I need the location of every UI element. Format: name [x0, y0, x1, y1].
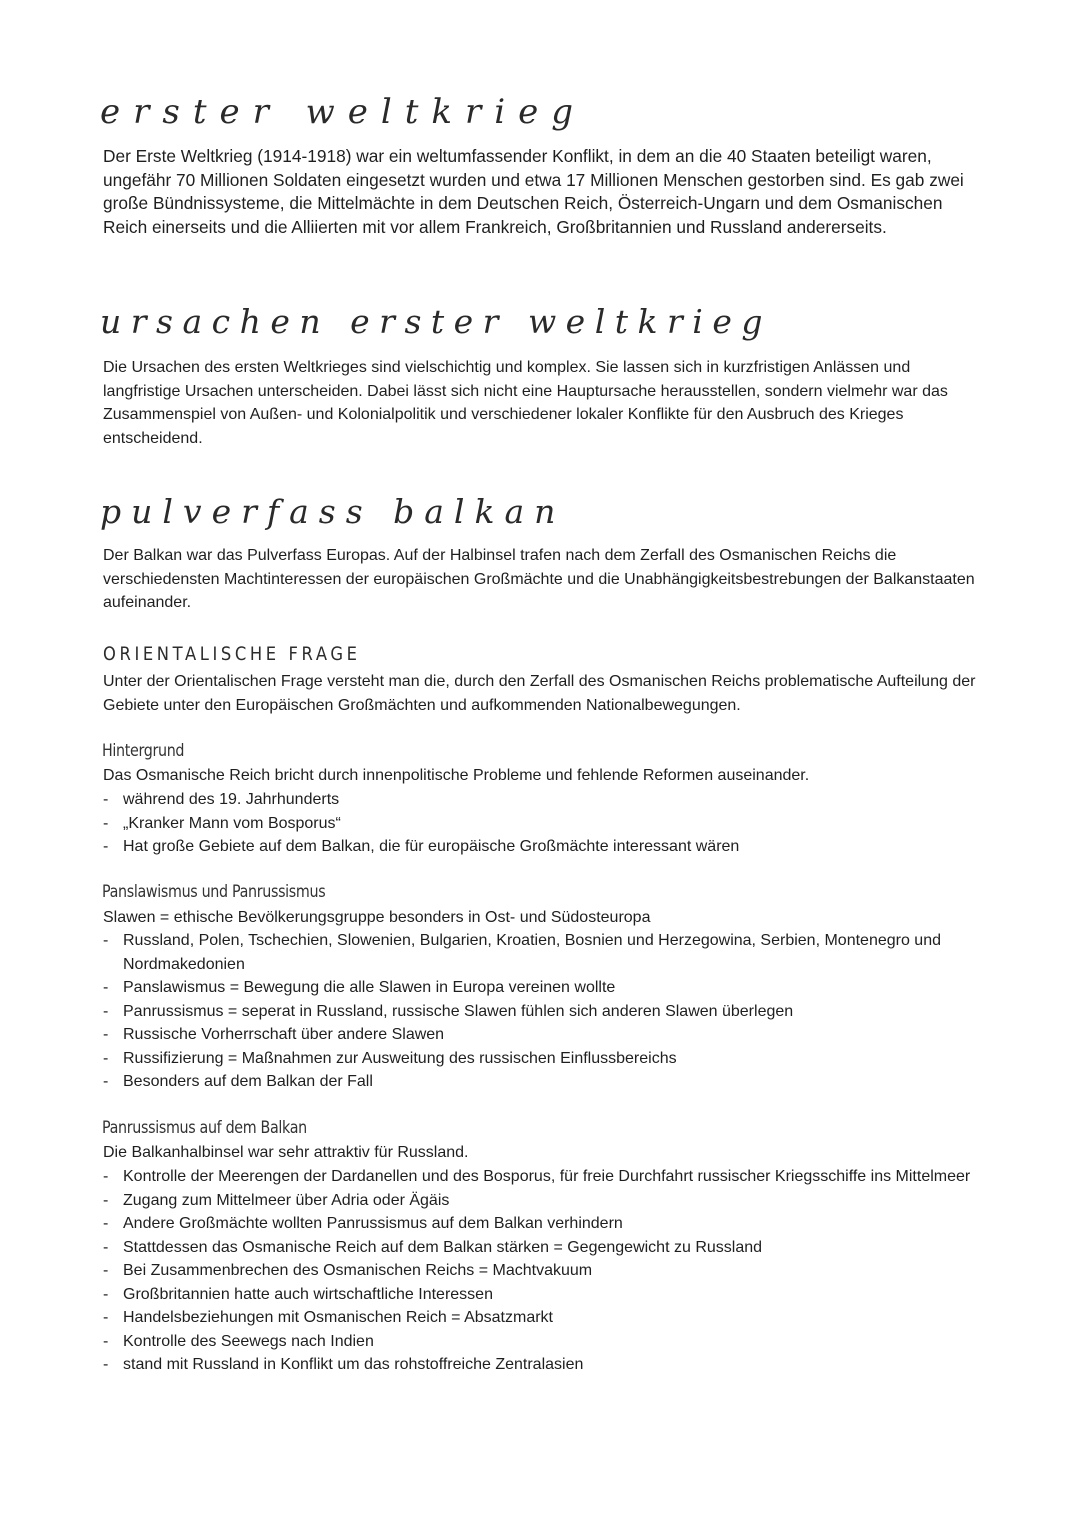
section-title-erster-weltkrieg: erster weltkrieg [100, 92, 587, 132]
heading-panslawismus: Panslawismus und Panrussismus [102, 882, 326, 902]
list-item [103, 812, 983, 836]
list-item-text: Kontrolle des Seewegs nach Indien [123, 1332, 374, 1350]
list-item-text: Großbritannien hatte auch wirtschaftliche Interessen [123, 1285, 493, 1303]
list-item-text: Russische Vorherrschaft über andere Slawen [123, 1026, 445, 1043]
list-item-text: Kontrolle der Meerengen der Dardanellen und des Bosporus, für freie Durchfahrt russischer Kriegsschiffe ins Mittelmeer [123, 1168, 971, 1185]
list-item [103, 1047, 983, 1071]
list-item-text: Russifizierung = Maßnahmen zur Ausweitung des russischen Einflussbereichs [123, 1049, 677, 1067]
list-item [103, 1353, 983, 1377]
dash-bullet: - [103, 979, 109, 996]
dash-bullet: - [103, 814, 109, 832]
list-item-text: „Kranker Mann vom Bosporus“ [123, 814, 341, 832]
intro-hintergrund: Das Osmanische Reich bricht durch innenpolitische Probleme und fehlende Reformen auseinander. [103, 767, 810, 784]
list-item-text: Russland, Polen, Tschechien, Slowenien, Bulgarien, Kroatien, Bosnien und Herzegowina, Serbien, Montenegro und Nordmakedonien [123, 932, 941, 973]
dash-bullet: - [103, 1332, 109, 1350]
list-item [103, 1023, 983, 1047]
dash-bullet: - [103, 1026, 109, 1043]
list-item [103, 1189, 983, 1213]
intro-panslawismus: Slawen = ethische Bevölkerungsgruppe besonders in Ost- und Südosteuropa [103, 909, 651, 926]
list-item [103, 1165, 983, 1189]
section-title-pulverfass-balkan: pulverfass balkan [100, 492, 566, 531]
dash-bullet: - [103, 1049, 109, 1067]
list-item [103, 1259, 983, 1283]
list-item-text: stand mit Russland in Konflikt um das rohstoffreiche Zentralasien [123, 1356, 584, 1373]
dash-bullet: - [103, 1238, 109, 1256]
dash-bullet: - [103, 791, 109, 808]
list-item-text: Panslawismus = Bewegung die alle Slawen in Europa vereinen wollte [123, 979, 616, 996]
list-item-text: Stattdessen das Osmanische Reich auf dem Balkan stärken = Gegengewicht zu Russland [123, 1238, 763, 1256]
heading-orientalische-frage: ORIENTALISCHE FRAGE [103, 643, 361, 665]
list-item-text: Handelsbeziehungen mit Osmanischen Reich = Absatzmarkt [123, 1309, 553, 1326]
section-title-ursachen: ursachen erster weltkrieg [100, 302, 773, 341]
dash-bullet: - [103, 838, 109, 855]
dash-bullet: - [103, 1285, 109, 1303]
dash-bullet: - [103, 1168, 109, 1185]
heading-hintergrund: Hintergrund [102, 741, 185, 761]
dash-bullet: - [103, 1215, 109, 1232]
list-item [103, 788, 983, 812]
list-item [103, 1070, 983, 1094]
list-item [103, 1283, 983, 1307]
dash-bullet: - [103, 932, 109, 949]
list-item [103, 1306, 983, 1330]
list-item-text: Bei Zusammenbrechen des Osmanischen Reichs = Machtvakuum [123, 1262, 593, 1279]
list-panslawismus [103, 929, 983, 1094]
list-item [103, 1212, 983, 1236]
dash-bullet: - [103, 1356, 109, 1373]
list-item [103, 1236, 983, 1260]
list-item-text: während des 19. Jahrhunderts [123, 791, 340, 808]
list-item [103, 976, 983, 1000]
heading-panrussismus-balkan: Panrussismus auf dem Balkan [102, 1118, 307, 1138]
list-item-text: Andere Großmächte wollten Panrussismus auf dem Balkan verhindern [123, 1215, 623, 1232]
paragraph-pulverfass-balkan: Der Balkan war das Pulverfass Europas. Auf der Halbinsel trafen nach dem Zerfall des Osmanischen Reichs die verschiedensten Machtinteressen der europäischen Großmächte und die Unabhängigkeitsbestrebungen der Balkanstaaten aufeinander. [103, 547, 975, 611]
paragraph-erster-weltkrieg: Der Erste Weltkrieg (1914-1918) war ein weltumfassender Konflikt, in dem an die 40 Staaten beteiligt waren, ungefähr 70 Millionen Soldaten eingesetzt wurden und etwa 17 Millionen Menschen gestorben sind. Es gab zwei große Bündnissysteme, die Mittelmächte in dem Deutschen Reich, Österreich-Ungarn und dem Osmanischen Reich einerseits und die Alliierten mit vor allem Frankreich, Großbritannien und Russland andererseits. [103, 146, 964, 237]
dash-bullet: - [103, 1002, 109, 1020]
intro-panrussismus-balkan: Die Balkanhalbinsel war sehr attraktiv für Russland. [103, 1144, 469, 1161]
list-item-text: Panrussismus = seperat in Russland, russische Slawen fühlen sich anderen Slawen überlegen [123, 1002, 794, 1020]
list-item [103, 1000, 983, 1024]
list-panrussismus-balkan [103, 1165, 983, 1377]
dash-bullet: - [103, 1262, 109, 1279]
dash-bullet: - [103, 1309, 109, 1326]
list-item [103, 835, 983, 859]
list-hintergrund [103, 788, 983, 859]
list-item-text: Hat große Gebiete auf dem Balkan, die für europäische Großmächte interessant wären [123, 838, 740, 855]
dash-bullet: - [103, 1073, 109, 1090]
list-item [103, 929, 983, 976]
list-item-text: Zugang zum Mittelmeer über Adria oder Ägäis [123, 1191, 450, 1209]
paragraph-orientalische-frage: Unter der Orientalischen Frage versteht man die, durch den Zerfall des Osmanischen Reichs problematische Aufteilung der Gebiete unter den Europäischen Großmächten und aufkommenden Nationalbewegungen. [103, 673, 976, 714]
list-item-text: Besonders auf dem Balkan der Fall [123, 1073, 373, 1090]
dash-bullet: - [103, 1191, 109, 1209]
list-item [103, 1330, 983, 1354]
paragraph-ursachen: Die Ursachen des ersten Weltkrieges sind vielschichtig und komplex. Sie lassen sich in kurzfristigen Anlässen und langfristige Ursachen unterscheiden. Dabei lässt sich nicht eine Hauptursache herausstellen, sondern vielmehr war das Zusammenspiel von Außen- und Kolonialpolitik und verschiedener lokaler Konflikte für den Ausbruch des Krieges entscheidend. [103, 359, 948, 447]
